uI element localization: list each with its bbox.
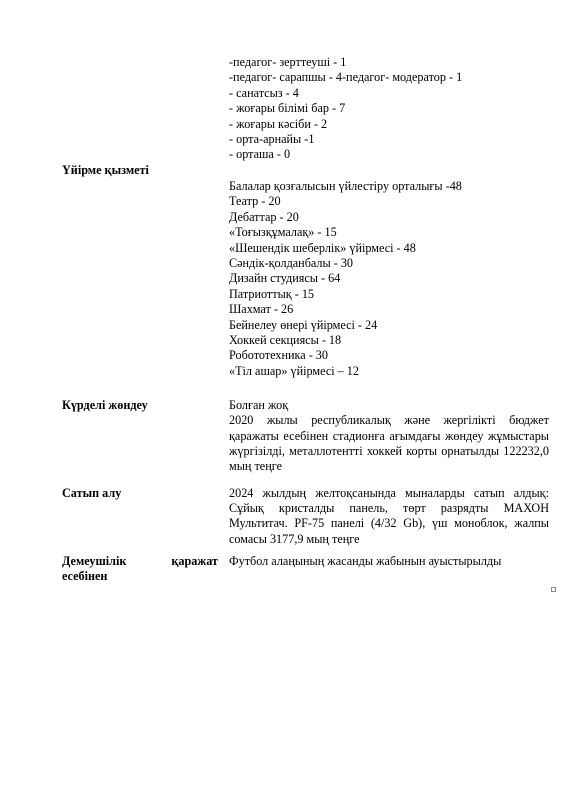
list-item: - санатсыз - 4 xyxy=(229,85,299,100)
list-item: - орта-арнайы -1 xyxy=(229,132,315,147)
sponsor-label-word1: Демеушілік xyxy=(62,554,127,568)
list-item: Сәндік-қолданбалы - 30 xyxy=(229,256,354,271)
purchase-section-label: Сатып алу xyxy=(62,486,122,500)
list-item: - жоғары білімі бар - 7 xyxy=(229,101,346,116)
list-item: Дизайн студиясы - 64 xyxy=(229,271,341,286)
sponsor-label-line1 xyxy=(62,554,218,569)
sponsor-label-word2: қаражат xyxy=(171,554,218,568)
list-item: Балалар қозғалысын үйлестіру орталығы -48 xyxy=(229,179,462,193)
list-item: Патриоттық - 15 xyxy=(229,286,315,301)
list-item: -педагог- зерттеуші - 1 xyxy=(229,55,347,69)
purchase-section-content xyxy=(229,486,549,547)
sponsor-section-label xyxy=(62,554,218,584)
list-item: «Шешендік шеберлік» үйірмесі - 48 xyxy=(229,240,416,255)
list-item: Бейнелеу өнері үйірмесі - 24 xyxy=(229,317,378,332)
end-of-row-marker xyxy=(551,587,556,592)
list-item: Шахмат - 26 xyxy=(229,302,294,317)
sponsor-text: Футбол алаңының жасанды жабынын ауыстырылды xyxy=(229,554,502,568)
repair-paragraph: 2020 жылы республикалық және жергілікті бюджет қаражаты есебінен стадионға ағымдағы жөндеу жұмыстары жүргізілді, металлотентті хоккей корты орнатылды 122232,0 мың теңге xyxy=(229,413,549,474)
list-item: - жоғары кәсіби - 2 xyxy=(229,116,328,131)
list-item: -педагог- сарапшы - 4-педагог- модератор - 1 xyxy=(229,70,463,85)
sponsor-section-content xyxy=(229,554,549,569)
repair-status: Болған жоқ xyxy=(229,398,289,412)
list-item: «Тоғызқұмалақ» - 15 xyxy=(229,225,337,240)
club-list xyxy=(229,179,549,379)
list-item: Дебаттар - 20 xyxy=(229,209,299,224)
club-section-label: Үйірме қызметі xyxy=(62,163,149,177)
list-item: Театр - 20 xyxy=(229,194,281,209)
list-item: Робототехника - 30 xyxy=(229,348,328,363)
list-item: Хоккей секциясы - 18 xyxy=(229,333,342,348)
teacher-category-list xyxy=(229,55,549,163)
repair-section-label: Күрделі жөндеу xyxy=(62,398,148,412)
repair-section-content xyxy=(229,398,549,474)
sponsor-label-line2: есебінен xyxy=(62,569,108,584)
purchase-paragraph: 2024 жылдың желтоқсанында мыналарды сатып алдық: Сұйық кристалды панель, төрт разрядты МАХОН Мультитач. PF-75 панелі (4/32 Gb), үш моноблок, жалпы сомасы 3177,9 мың теңге xyxy=(229,486,549,546)
list-item: - орташа - 0 xyxy=(229,147,291,162)
list-item: «Тіл ашар» үйірмесі – 12 xyxy=(229,363,359,378)
